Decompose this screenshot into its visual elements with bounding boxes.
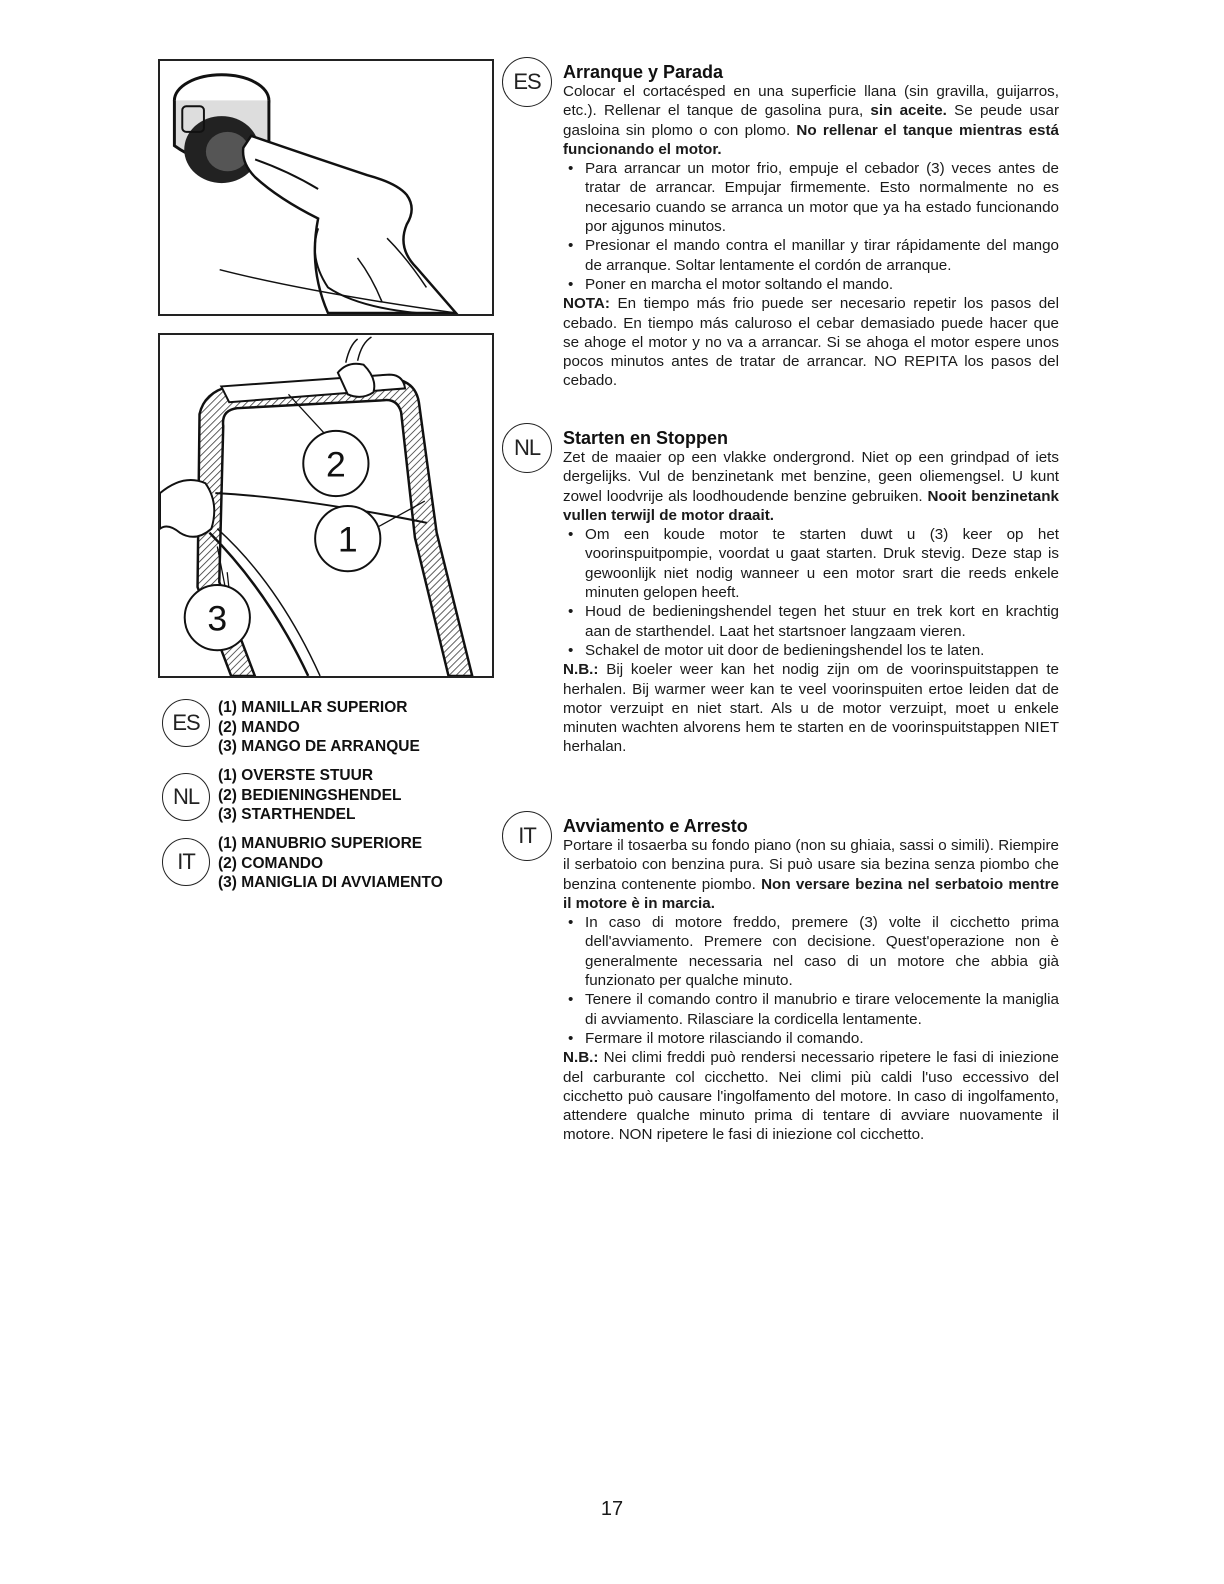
legend-item: (1) OVERSTE STUUR — [218, 767, 374, 784]
legend-nl-badge: NL — [162, 773, 210, 821]
section-intro: Zet de maaier op een vlakke ondergrond. Niet op een grindpad of iets dergelijks. Vul de benzinetank met benzine, geen oliemengsel. U kunt zowel loodvrije als loodhoudende benzine gebruiken. Nooit benzinetank vullen terwijl de motor draait. — [563, 449, 1059, 524]
section-intro: Colocar el cortacésped en una superficie llana (sin gravilla, guijarros, etc.). Rellenar el tanque de gasolina pura, sin aceite. Se peude usar gasloina sin plomo o con plomo. No rellenar el tanque mientras está funcionando el motor. — [563, 83, 1060, 158]
legend-item: (3) MANGO DE ARRANQUE — [218, 738, 420, 755]
callout-1: 1 — [337, 519, 358, 560]
legend-it-badge: IT — [162, 838, 210, 886]
bullet-list — [563, 525, 1059, 660]
callout-3: 3 — [207, 598, 228, 639]
legend-es — [218, 698, 420, 757]
list-item: • Om een koude motor te starten duwt u (3) keer op het voorinspuitpompie, voordat u gaat starten. Druk stevig. Deze stap is gewoonlijk niet nodig wanneer u een motor srart die reeds enkele minuten gelopen heeft. — [563, 525, 1059, 602]
list-item: • Schakel de motor uit door de bedieningshendel los te laten. — [563, 641, 1059, 660]
list-item: • Poner en marcha el motor soltando el mando. — [563, 275, 1059, 294]
section-nl — [563, 428, 1059, 757]
bullet-list — [563, 913, 1059, 1048]
section-nl-badge: NL — [502, 423, 552, 473]
list-item: • Fermare il motore rilasciando il comando. — [563, 1029, 1059, 1048]
section-intro: Portare il tosaerba su fondo piano (non su ghiaia, sassi o simili). Riempire il serbatoio con benzina pura. Si può usare sia bezina senza piombo che benzina contenente piombo. Non versare bezina nel serbatoio mentre il motore è in marcia. — [563, 837, 1059, 912]
section-note: N.B.: Bij koeler weer kan het nodig zijn om de voorinspuitstappen te herhalen. Bij warmer weer kan te veel voorinspuiten ertoe leiden dat de motor verzuipt en niet start. Als u de motor verzuipt, moet u enkele minuten wachten alvorens hem te starten en de voorinspuitstappen NIET herhalan. — [563, 661, 1059, 756]
legend-item: (3) MANIGLIA DI AVVIAMENTO — [218, 874, 443, 891]
legend-item: (1) MANILLAR SUPERIOR — [218, 699, 408, 716]
section-it — [563, 816, 1059, 1145]
list-item: • Houd de bedieningshendel tegen het stuur en trek kort en krachtig aan de starthendel. Laat het startsnoer langzaam vieren. — [563, 602, 1059, 641]
handle-controls-figure — [158, 333, 494, 678]
list-item: • Para arrancar un motor frio, empuje el cebador (3) veces antes de tratar de arrancar. Empujar firmemente. Esto normalmente no es necesario cuando se arranca un motor que ya ha estado funcionando por ajgunos minutos. — [563, 159, 1059, 236]
section-note: NOTA: En tiempo más frio puede ser necesario repetir los pasos del cebado. En tiempo más caluroso el cebar demasiado puede hacer que se ahoge el motor y no va a arrancar. Si se ahoga el motor espere unos pocos minutos antes de tratar de arrancar. NO REPITA los pasos del cebado. — [563, 295, 1059, 390]
section-note: N.B.: Nei climi freddi può rendersi necessario ripetere le fasi di iniezione del carburante col cicchetto. Nei climi più caldi l'uso eccessivo del cicchetto può causare l'ingolfamento del motore. In caso di ingolfamento, attendere qualche minuto prima di tentare di avviare nuovamente il motore. NON ripetere le fasi di iniezione col cicchetto. — [563, 1049, 1059, 1144]
legend-it — [218, 834, 443, 893]
section-title: Avviamento e Arresto — [563, 816, 748, 836]
page-number: 17 — [600, 1498, 624, 1520]
section-title: Starten en Stoppen — [563, 428, 729, 448]
legend-item: (2) MANDO — [218, 718, 300, 736]
primer-button-press-illustration — [160, 61, 492, 314]
section-es — [563, 62, 1059, 391]
legend-item: (1) MANUBRIO SUPERIORE — [218, 835, 423, 852]
legend-item: (2) COMANDO — [218, 854, 324, 872]
legend-es-badge: ES — [162, 699, 210, 747]
list-item: • Tenere il comando contro il manubrio e tirare velocemente la maniglia di avviamento. Rilasciare la cordicella lentamente. — [563, 990, 1059, 1029]
lawnmower-handle-controls-illustration — [160, 335, 492, 676]
legend-item: (2) BEDIENINGSHENDEL — [218, 786, 402, 804]
list-item: • Presionar el mando contra el manillar y tirar rápidamente del mango de arranque. Soltar lentamente el cordón de arranque. — [563, 236, 1059, 275]
section-es-badge: ES — [502, 57, 552, 107]
callout-2: 2 — [325, 444, 346, 485]
section-title: Arranque y Parada — [563, 62, 724, 82]
legend-item: (3) STARTHENDEL — [218, 806, 356, 823]
primer-figure — [158, 59, 494, 316]
bullet-list — [563, 159, 1059, 294]
section-it-badge: IT — [502, 811, 552, 861]
legend-nl — [218, 766, 401, 825]
list-item: • In caso di motore freddo, premere (3) volte il cicchetto prima dell'avviamento. Premere con decisione. Quest'operazione non è generalmente necessaria nel caso di un motore che abbia già funzionato per qualche minuto. — [563, 913, 1059, 990]
